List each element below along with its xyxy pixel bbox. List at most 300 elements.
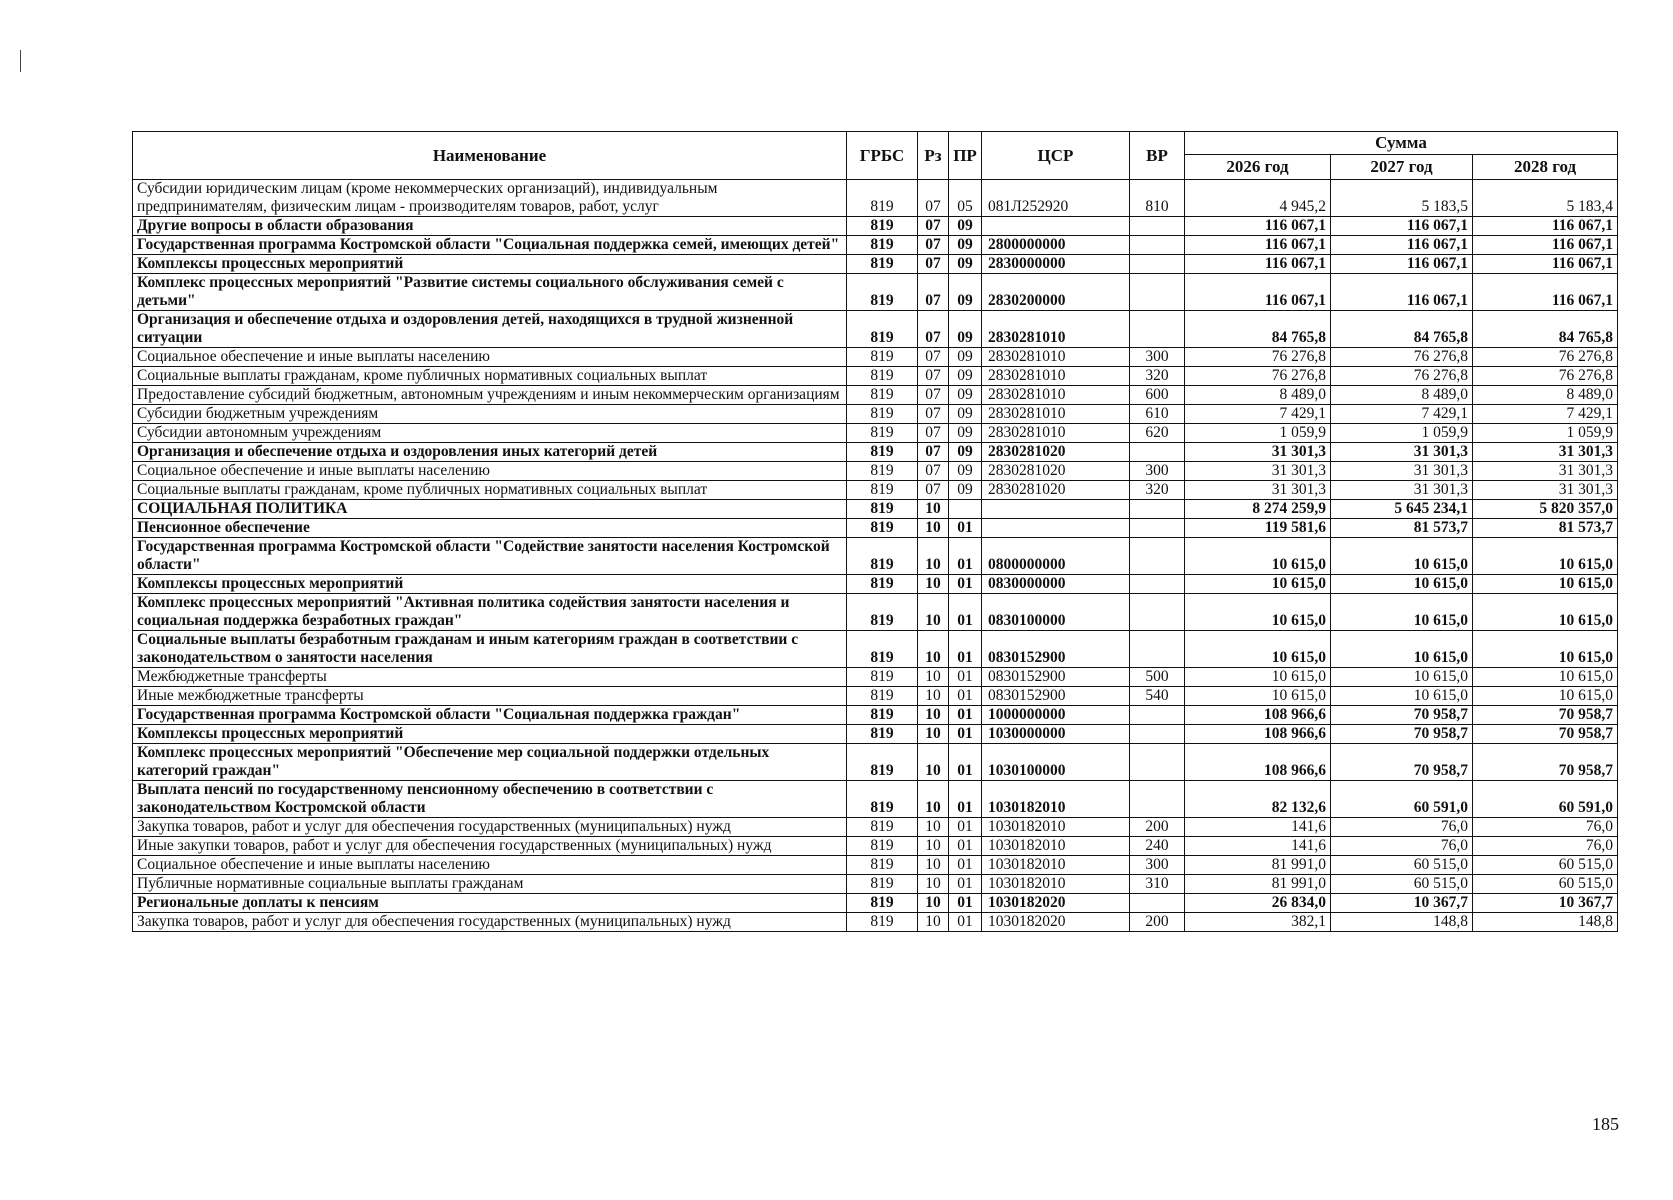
cell-name: Государственная программа Костромской области "Социальная поддержка граждан": [133, 706, 847, 725]
cell-2027: 76 276,8: [1331, 348, 1473, 367]
cell-2026: 7 429,1: [1185, 405, 1331, 424]
cell-csr: 1030182020: [982, 894, 1130, 913]
cell-2028: 70 958,7: [1473, 725, 1618, 744]
cell-rz: 10: [918, 594, 949, 631]
header-name: Наименование: [133, 132, 847, 180]
cell-name: СОЦИАЛЬНАЯ ПОЛИТИКА: [133, 500, 847, 519]
cell-csr: [982, 217, 1130, 236]
cell-csr: 2830281010: [982, 311, 1130, 348]
cell-2028: 70 958,7: [1473, 706, 1618, 725]
cell-vr: [1130, 594, 1185, 631]
cell-pr: 01: [949, 538, 982, 575]
cell-rz: 10: [918, 575, 949, 594]
cell-name: Государственная программа Костромской области "Содействие занятости населения Костромской области": [133, 538, 847, 575]
table-header: [133, 132, 1618, 180]
cell-name: Комплекс процессных мероприятий "Развитие системы социального обслуживания семей с детьми": [133, 274, 847, 311]
cell-2028: 10 615,0: [1473, 575, 1618, 594]
cell-name: Организация и обеспечение отдыха и оздоровления иных категорий детей: [133, 443, 847, 462]
cell-2026: 4 945,2: [1185, 180, 1331, 217]
cell-2028: 1 059,9: [1473, 424, 1618, 443]
cell-2026: 382,1: [1185, 913, 1331, 932]
table-row: [133, 180, 1618, 217]
cell-2028: 116 067,1: [1473, 274, 1618, 311]
cell-grbs: 819: [847, 462, 918, 481]
cell-2027: 10 615,0: [1331, 538, 1473, 575]
cell-grbs: 819: [847, 725, 918, 744]
cell-grbs: 819: [847, 913, 918, 932]
cell-2028: 7 429,1: [1473, 405, 1618, 424]
cell-rz: 07: [918, 274, 949, 311]
cell-grbs: 819: [847, 405, 918, 424]
cell-name: Межбюджетные трансферты: [133, 668, 847, 687]
cell-vr: [1130, 538, 1185, 575]
cell-2028: 76 276,8: [1473, 348, 1618, 367]
table-row: [133, 481, 1618, 500]
cell-rz: 10: [918, 875, 949, 894]
cell-2026: 116 067,1: [1185, 217, 1331, 236]
cell-vr: [1130, 255, 1185, 274]
cell-2027: 10 615,0: [1331, 594, 1473, 631]
cell-csr: 2830281010: [982, 348, 1130, 367]
table-row: [133, 348, 1618, 367]
cell-vr: [1130, 443, 1185, 462]
cell-2026: 81 991,0: [1185, 856, 1331, 875]
header-year-2027: 2027 год: [1331, 155, 1473, 180]
cell-rz: 10: [918, 687, 949, 706]
header-pr: ПР: [949, 132, 982, 180]
cell-vr: 310: [1130, 875, 1185, 894]
cell-csr: 2830200000: [982, 274, 1130, 311]
cell-pr: 01: [949, 913, 982, 932]
cell-csr: 0830152900: [982, 668, 1130, 687]
header-vr: ВР: [1130, 132, 1185, 180]
cell-2027: 76,0: [1331, 837, 1473, 856]
header-rz: Рз: [918, 132, 949, 180]
cell-grbs: 819: [847, 424, 918, 443]
table-row: [133, 443, 1618, 462]
table-row: [133, 706, 1618, 725]
cell-name: Субсидии автономным учреждениям: [133, 424, 847, 443]
cell-2028: 31 301,3: [1473, 443, 1618, 462]
cell-csr: 0830000000: [982, 575, 1130, 594]
cell-2026: 10 615,0: [1185, 687, 1331, 706]
cell-pr: 09: [949, 462, 982, 481]
cell-grbs: 819: [847, 837, 918, 856]
cell-vr: 500: [1130, 668, 1185, 687]
header-sum: Сумма: [1185, 132, 1618, 155]
cell-grbs: 819: [847, 500, 918, 519]
cell-csr: 1030182010: [982, 818, 1130, 837]
cell-2026: 84 765,8: [1185, 311, 1331, 348]
scan-mark: [20, 50, 21, 72]
cell-vr: 300: [1130, 856, 1185, 875]
cell-name: Социальные выплаты безработным гражданам и иным категориям граждан в соответствии с законодательством о занятости населения: [133, 631, 847, 668]
cell-2027: 116 067,1: [1331, 274, 1473, 311]
cell-pr: 01: [949, 894, 982, 913]
cell-grbs: 819: [847, 631, 918, 668]
table-row: [133, 462, 1618, 481]
cell-2028: 10 615,0: [1473, 538, 1618, 575]
cell-name: Региональные доплаты к пенсиям: [133, 894, 847, 913]
cell-vr: 320: [1130, 367, 1185, 386]
cell-csr: 1030182010: [982, 875, 1130, 894]
cell-rz: 10: [918, 538, 949, 575]
cell-2028: 60 591,0: [1473, 781, 1618, 818]
cell-pr: 09: [949, 481, 982, 500]
cell-rz: 10: [918, 837, 949, 856]
cell-name: Предоставление субсидий бюджетным, автономным учреждениям и иным некоммерческим организациям: [133, 386, 847, 405]
cell-grbs: 819: [847, 538, 918, 575]
cell-vr: [1130, 500, 1185, 519]
cell-2026: 108 966,6: [1185, 744, 1331, 781]
cell-2027: 7 429,1: [1331, 405, 1473, 424]
cell-pr: 09: [949, 405, 982, 424]
cell-vr: [1130, 744, 1185, 781]
cell-2026: 76 276,8: [1185, 348, 1331, 367]
cell-2026: 10 615,0: [1185, 538, 1331, 575]
cell-csr: 1030100000: [982, 744, 1130, 781]
cell-csr: 1030182010: [982, 837, 1130, 856]
cell-vr: [1130, 725, 1185, 744]
cell-pr: 09: [949, 348, 982, 367]
cell-2027: 81 573,7: [1331, 519, 1473, 538]
cell-csr: 1030000000: [982, 725, 1130, 744]
header-year-2026: 2026 год: [1185, 155, 1331, 180]
cell-2026: 31 301,3: [1185, 462, 1331, 481]
cell-csr: 2830281010: [982, 386, 1130, 405]
cell-grbs: 819: [847, 875, 918, 894]
cell-2026: 31 301,3: [1185, 481, 1331, 500]
cell-2026: 10 615,0: [1185, 631, 1331, 668]
cell-rz: 10: [918, 818, 949, 837]
cell-pr: 01: [949, 818, 982, 837]
cell-rz: 07: [918, 386, 949, 405]
cell-csr: 2830281020: [982, 443, 1130, 462]
cell-vr: 300: [1130, 348, 1185, 367]
cell-csr: 1000000000: [982, 706, 1130, 725]
cell-rz: 10: [918, 913, 949, 932]
table-body: [133, 180, 1618, 932]
cell-name: Закупка товаров, работ и услуг для обеспечения государственных (муниципальных) нужд: [133, 818, 847, 837]
cell-2026: 10 615,0: [1185, 668, 1331, 687]
cell-vr: 540: [1130, 687, 1185, 706]
table-row: [133, 856, 1618, 875]
cell-csr: 2830281010: [982, 424, 1130, 443]
cell-pr: 01: [949, 687, 982, 706]
cell-2028: 31 301,3: [1473, 462, 1618, 481]
cell-rz: 10: [918, 706, 949, 725]
cell-pr: 01: [949, 594, 982, 631]
cell-2026: 141,6: [1185, 818, 1331, 837]
table-row: [133, 236, 1618, 255]
cell-vr: 600: [1130, 386, 1185, 405]
table-row: [133, 274, 1618, 311]
cell-grbs: 819: [847, 311, 918, 348]
header-grbs: ГРБС: [847, 132, 918, 180]
cell-vr: [1130, 236, 1185, 255]
table-row: [133, 781, 1618, 818]
cell-2027: 10 615,0: [1331, 668, 1473, 687]
cell-csr: 0830152900: [982, 687, 1130, 706]
cell-name: Публичные нормативные социальные выплаты гражданам: [133, 875, 847, 894]
cell-name: Иные межбюджетные трансферты: [133, 687, 847, 706]
cell-2027: 5 183,5: [1331, 180, 1473, 217]
cell-2026: 26 834,0: [1185, 894, 1331, 913]
cell-2027: 116 067,1: [1331, 255, 1473, 274]
cell-name: Другие вопросы в области образования: [133, 217, 847, 236]
cell-grbs: 819: [847, 856, 918, 875]
cell-vr: [1130, 575, 1185, 594]
cell-2027: 148,8: [1331, 913, 1473, 932]
cell-2026: 116 067,1: [1185, 236, 1331, 255]
cell-2028: 148,8: [1473, 913, 1618, 932]
cell-pr: 01: [949, 706, 982, 725]
cell-name: Комплексы процессных мероприятий: [133, 575, 847, 594]
cell-2027: 10 615,0: [1331, 631, 1473, 668]
table-row: [133, 575, 1618, 594]
cell-2027: 60 591,0: [1331, 781, 1473, 818]
cell-rz: 07: [918, 462, 949, 481]
table-row: [133, 424, 1618, 443]
cell-vr: 610: [1130, 405, 1185, 424]
table-row: [133, 538, 1618, 575]
cell-rz: 07: [918, 348, 949, 367]
cell-csr: 2830000000: [982, 255, 1130, 274]
table-row: [133, 668, 1618, 687]
cell-name: Пенсионное обеспечение: [133, 519, 847, 538]
cell-pr: 01: [949, 744, 982, 781]
cell-rz: 07: [918, 311, 949, 348]
cell-grbs: 819: [847, 367, 918, 386]
cell-2028: 70 958,7: [1473, 744, 1618, 781]
cell-pr: 01: [949, 837, 982, 856]
cell-2026: 141,6: [1185, 837, 1331, 856]
cell-csr: 1030182020: [982, 913, 1130, 932]
cell-pr: 01: [949, 875, 982, 894]
cell-2028: 5 183,4: [1473, 180, 1618, 217]
cell-csr: 0800000000: [982, 538, 1130, 575]
cell-rz: 07: [918, 405, 949, 424]
table-row: [133, 631, 1618, 668]
cell-pr: 09: [949, 386, 982, 405]
cell-2028: 8 489,0: [1473, 386, 1618, 405]
table-row: [133, 217, 1618, 236]
cell-grbs: 819: [847, 818, 918, 837]
cell-2027: 70 958,7: [1331, 706, 1473, 725]
table-row: [133, 744, 1618, 781]
cell-pr: [949, 500, 982, 519]
cell-vr: 300: [1130, 462, 1185, 481]
cell-name: Субсидии юридическим лицам (кроме некоммерческих организаций), индивидуальным предпринимателям, физическим лицам - производителям товаров, работ, услуг: [133, 180, 847, 217]
cell-rz: 07: [918, 217, 949, 236]
cell-2028: 116 067,1: [1473, 255, 1618, 274]
cell-2027: 116 067,1: [1331, 236, 1473, 255]
cell-vr: 320: [1130, 481, 1185, 500]
cell-2026: 10 615,0: [1185, 594, 1331, 631]
cell-csr: 2830281010: [982, 367, 1130, 386]
table-row: [133, 687, 1618, 706]
cell-rz: 10: [918, 894, 949, 913]
cell-2028: 116 067,1: [1473, 217, 1618, 236]
cell-grbs: 819: [847, 744, 918, 781]
cell-name: Комплексы процессных мероприятий: [133, 725, 847, 744]
cell-2026: 31 301,3: [1185, 443, 1331, 462]
cell-grbs: 819: [847, 519, 918, 538]
cell-name: Социальные выплаты гражданам, кроме публичных нормативных социальных выплат: [133, 481, 847, 500]
table-row: [133, 500, 1618, 519]
cell-name: Государственная программа Костромской области "Социальная поддержка семей, имеющих детей": [133, 236, 847, 255]
cell-2028: 60 515,0: [1473, 856, 1618, 875]
cell-grbs: 819: [847, 443, 918, 462]
cell-2026: 119 581,6: [1185, 519, 1331, 538]
cell-rz: 10: [918, 500, 949, 519]
cell-vr: [1130, 894, 1185, 913]
page-number: 185: [1592, 1114, 1619, 1134]
cell-2026: 116 067,1: [1185, 274, 1331, 311]
cell-pr: 09: [949, 255, 982, 274]
cell-csr: [982, 519, 1130, 538]
cell-grbs: 819: [847, 180, 918, 217]
cell-rz: 10: [918, 781, 949, 818]
table-row: [133, 386, 1618, 405]
table-row: [133, 837, 1618, 856]
cell-2027: 76 276,8: [1331, 367, 1473, 386]
cell-pr: 09: [949, 274, 982, 311]
cell-2027: 84 765,8: [1331, 311, 1473, 348]
cell-grbs: 819: [847, 274, 918, 311]
cell-grbs: 819: [847, 594, 918, 631]
cell-rz: 10: [918, 725, 949, 744]
cell-grbs: 819: [847, 386, 918, 405]
header-csr: ЦСР: [982, 132, 1130, 180]
table-row: [133, 519, 1618, 538]
cell-name: Организация и обеспечение отдыха и оздоровления детей, находящихся в трудной жизненной ситуации: [133, 311, 847, 348]
cell-pr: 09: [949, 311, 982, 348]
cell-name: Социальное обеспечение и иные выплаты населению: [133, 348, 847, 367]
cell-pr: 09: [949, 367, 982, 386]
cell-vr: [1130, 519, 1185, 538]
cell-pr: 05: [949, 180, 982, 217]
cell-rz: 07: [918, 236, 949, 255]
cell-rz: 10: [918, 519, 949, 538]
cell-vr: [1130, 311, 1185, 348]
cell-grbs: 819: [847, 481, 918, 500]
table-row: [133, 894, 1618, 913]
cell-name: Социальное обеспечение и иные выплаты населению: [133, 856, 847, 875]
cell-rz: 07: [918, 424, 949, 443]
cell-2028: 60 515,0: [1473, 875, 1618, 894]
cell-vr: [1130, 631, 1185, 668]
cell-pr: 01: [949, 519, 982, 538]
cell-pr: 01: [949, 856, 982, 875]
cell-name: Субсидии бюджетным учреждениям: [133, 405, 847, 424]
table-row: [133, 725, 1618, 744]
cell-vr: 200: [1130, 818, 1185, 837]
cell-grbs: 819: [847, 706, 918, 725]
cell-csr: 2830281010: [982, 405, 1130, 424]
cell-2027: 10 367,7: [1331, 894, 1473, 913]
cell-name: Иные закупки товаров, работ и услуг для обеспечения государственных (муниципальных) нужд: [133, 837, 847, 856]
header-year-2028: 2028 год: [1473, 155, 1618, 180]
cell-rz: 07: [918, 180, 949, 217]
cell-grbs: 819: [847, 236, 918, 255]
cell-2028: 81 573,7: [1473, 519, 1618, 538]
table-row: [133, 913, 1618, 932]
cell-name: Социальное обеспечение и иные выплаты населению: [133, 462, 847, 481]
cell-grbs: 819: [847, 217, 918, 236]
budget-table: [132, 131, 1618, 932]
cell-2028: 84 765,8: [1473, 311, 1618, 348]
cell-vr: 240: [1130, 837, 1185, 856]
table-row: [133, 594, 1618, 631]
cell-name: Комплексы процессных мероприятий: [133, 255, 847, 274]
cell-2028: 10 367,7: [1473, 894, 1618, 913]
cell-csr: 0830100000: [982, 594, 1130, 631]
cell-name: Комплекс процессных мероприятий "Обеспечение мер социальной поддержки отдельных категорий граждан": [133, 744, 847, 781]
cell-vr: [1130, 274, 1185, 311]
cell-2026: 8 274 259,9: [1185, 500, 1331, 519]
cell-vr: 200: [1130, 913, 1185, 932]
cell-2027: 8 489,0: [1331, 386, 1473, 405]
cell-2027: 10 615,0: [1331, 575, 1473, 594]
cell-2026: 116 067,1: [1185, 255, 1331, 274]
cell-csr: 1030182010: [982, 856, 1130, 875]
cell-2027: 31 301,3: [1331, 481, 1473, 500]
cell-2028: 76,0: [1473, 837, 1618, 856]
cell-2026: 81 991,0: [1185, 875, 1331, 894]
table-row: [133, 311, 1618, 348]
cell-2027: 76,0: [1331, 818, 1473, 837]
cell-2026: 76 276,8: [1185, 367, 1331, 386]
cell-2026: 10 615,0: [1185, 575, 1331, 594]
cell-pr: 09: [949, 217, 982, 236]
cell-2027: 1 059,9: [1331, 424, 1473, 443]
cell-grbs: 819: [847, 255, 918, 274]
cell-csr: 1030182010: [982, 781, 1130, 818]
cell-pr: 01: [949, 725, 982, 744]
cell-vr: 810: [1130, 180, 1185, 217]
cell-2028: 10 615,0: [1473, 668, 1618, 687]
cell-grbs: 819: [847, 781, 918, 818]
cell-2028: 76,0: [1473, 818, 1618, 837]
cell-2027: 60 515,0: [1331, 856, 1473, 875]
cell-2027: 70 958,7: [1331, 744, 1473, 781]
cell-name: Выплата пенсий по государственному пенсионному обеспечению в соответствии с законодательством Костромской области: [133, 781, 847, 818]
cell-pr: 09: [949, 236, 982, 255]
cell-2027: 5 645 234,1: [1331, 500, 1473, 519]
cell-2027: 31 301,3: [1331, 443, 1473, 462]
cell-2028: 10 615,0: [1473, 687, 1618, 706]
cell-grbs: 819: [847, 894, 918, 913]
cell-rz: 07: [918, 443, 949, 462]
cell-csr: 0830152900: [982, 631, 1130, 668]
cell-vr: 620: [1130, 424, 1185, 443]
cell-pr: 01: [949, 668, 982, 687]
cell-2026: 1 059,9: [1185, 424, 1331, 443]
cell-csr: [982, 500, 1130, 519]
cell-grbs: 819: [847, 668, 918, 687]
table-row: [133, 405, 1618, 424]
cell-2028: 10 615,0: [1473, 594, 1618, 631]
cell-2028: 10 615,0: [1473, 631, 1618, 668]
cell-rz: 07: [918, 481, 949, 500]
cell-vr: [1130, 706, 1185, 725]
cell-2028: 76 276,8: [1473, 367, 1618, 386]
table-row: [133, 875, 1618, 894]
cell-pr: 01: [949, 631, 982, 668]
cell-grbs: 819: [847, 348, 918, 367]
cell-rz: 10: [918, 668, 949, 687]
